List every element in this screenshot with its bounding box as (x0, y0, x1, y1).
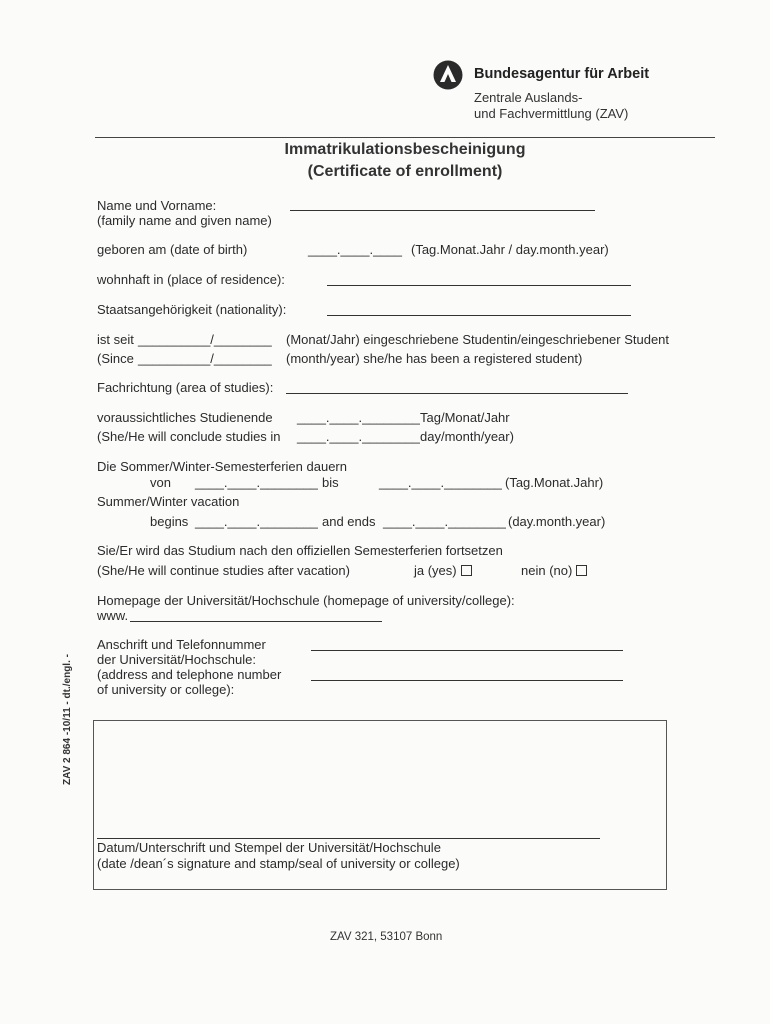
vacation-to-input[interactable]: ____.____.________ (379, 475, 502, 490)
study-end-label-de: voraussichtliches Studienende (97, 410, 273, 425)
no-checkbox[interactable] (576, 565, 587, 576)
yes-checkbox[interactable] (461, 565, 472, 576)
form-subtitle: (Certificate of enrollment) (307, 163, 503, 180)
vacation-label-en: Summer/Winter vacation (97, 494, 240, 509)
vacation-format-de: (Tag.Monat.Jahr) (505, 475, 604, 490)
agency-subtitle-2: und Fachvermittlung (ZAV) (474, 106, 629, 121)
nationality-label: Staatsangehörigkeit (nationality): (97, 302, 287, 317)
area-label: Fachrichtung (area of studies): (97, 380, 274, 395)
study-end-input-en[interactable]: ____.____.________ (297, 429, 420, 444)
residence-label: wohnhaft in (place of residence): (97, 272, 285, 287)
footer-address: ZAV 321, 53107 Bonn (330, 931, 443, 943)
vacation-ends-label: and ends (322, 514, 376, 529)
homepage-input-line[interactable] (130, 621, 382, 622)
agency-name: Bundesagentur für Arbeit (474, 66, 650, 82)
vacation-begins-input[interactable]: ____.____.________ (195, 514, 318, 529)
name-input-line[interactable] (290, 210, 595, 211)
form-title: Immatrikulationsbescheinigung (284, 141, 526, 158)
address-label-4: of university or college): (97, 682, 235, 697)
no-label: nein (no) (521, 563, 573, 578)
continue-label-en: (She/He will continue studies after vacation) (97, 563, 350, 578)
since-input-de[interactable]: __________/________ (138, 332, 272, 347)
name-label-de: Name und Vorname: (97, 198, 217, 213)
since-text-de: (Monat/Jahr) eingeschriebene Studentin/eingeschriebener Student (286, 332, 670, 347)
dob-format: (Tag.Monat.Jahr / day.month.year) (411, 242, 609, 257)
since-text-en: (month/year) she/he has been a registered student) (286, 351, 583, 366)
homepage-label: Homepage der Universität/Hochschule (homepage of university/college): (97, 593, 515, 608)
no-option[interactable] (521, 563, 587, 578)
signature-label-en: (date /dean´s signature and stamp/seal of university or college) (97, 856, 460, 871)
since-input-en[interactable]: __________/________ (138, 351, 272, 366)
study-end-input-de[interactable]: ____.____.________ (297, 410, 420, 425)
address-input-line-2[interactable] (311, 680, 623, 681)
address-label-3: (address and telephone number (97, 667, 282, 682)
nationality-input-line[interactable] (327, 315, 631, 316)
header-rule (95, 137, 715, 138)
agency-subtitle-1: Zentrale Auslands- (474, 90, 583, 105)
area-input-line[interactable] (286, 393, 628, 394)
dob-label: geboren am (date of birth) (97, 242, 248, 257)
yes-option[interactable] (414, 563, 472, 578)
address-label-2: der Universität/Hochschule: (97, 652, 256, 667)
form-code: ZAV 2 864 -10/11 - dt./engl. - (62, 654, 73, 785)
address-label-1: Anschrift und Telefonnummer (97, 637, 266, 652)
agency-logo-icon (433, 60, 463, 90)
study-end-format-de: Tag/Monat/Jahr (420, 410, 510, 425)
since-label-de: ist seit (97, 332, 134, 347)
vacation-to-label: bis (322, 475, 339, 490)
homepage-prefix: www. (97, 608, 129, 623)
since-label-en: (Since (97, 351, 134, 366)
vacation-ends-input[interactable]: ____.____.________ (383, 514, 506, 529)
residence-input-line[interactable] (327, 285, 631, 286)
continue-label-de: Sie/Er wird das Studium nach den offiziellen Semesterferien fortsetzen (97, 543, 503, 558)
name-label-en: (family name and given name) (97, 213, 272, 228)
vacation-begins-label: begins (150, 514, 189, 529)
yes-label: ja (yes) (414, 563, 457, 578)
study-end-label-en: (She/He will conclude studies in (97, 429, 281, 444)
vacation-format-en: (day.month.year) (508, 514, 606, 529)
vacation-label-de: Die Sommer/Winter-Semesterferien dauern (97, 459, 347, 474)
vacation-from-label: von (150, 475, 171, 490)
signature-label-de: Datum/Unterschrift und Stempel der Universität/Hochschule (97, 840, 441, 855)
vacation-from-input[interactable]: ____.____.________ (195, 475, 318, 490)
address-input-line-1[interactable] (311, 650, 623, 651)
dob-input-line[interactable]: ____.____.____ (308, 242, 402, 257)
study-end-format-en: day/month/year) (420, 429, 514, 444)
signature-line[interactable] (97, 838, 600, 839)
